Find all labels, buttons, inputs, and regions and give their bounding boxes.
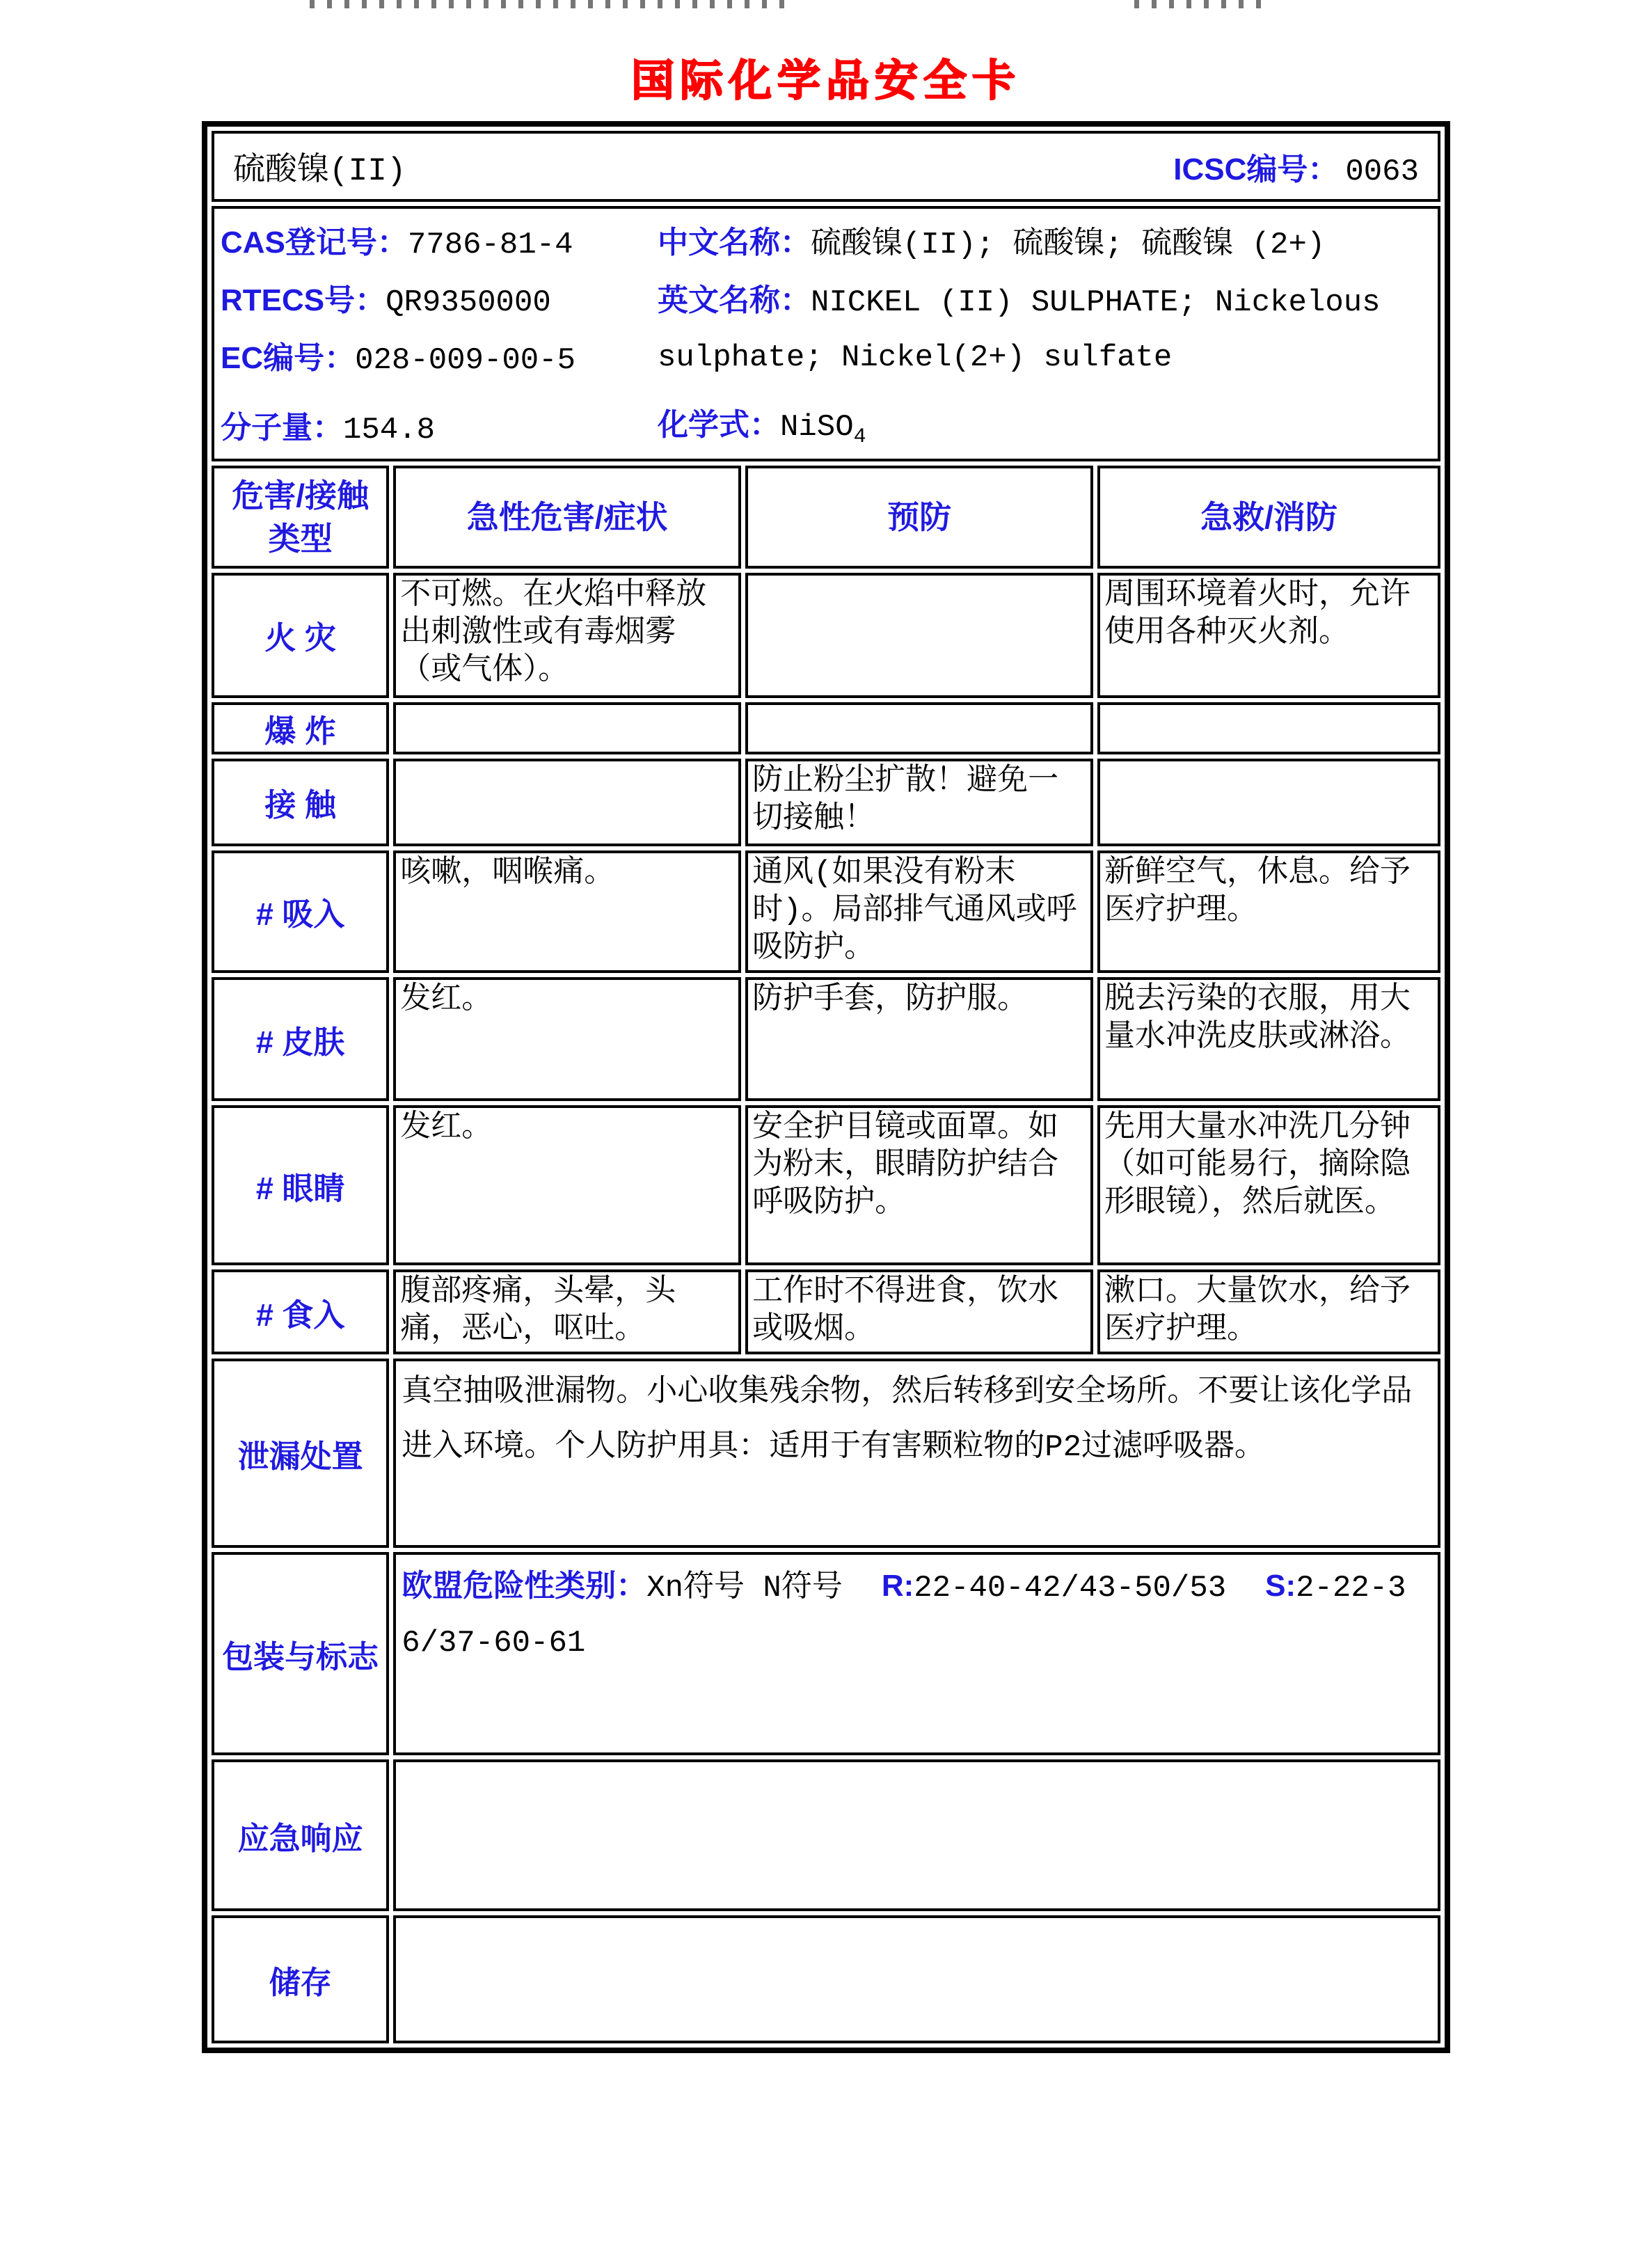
ingestion-symptoms: 腹部疼痛，头晕，头痛，恶心，呕吐。: [393, 1269, 741, 1354]
fire-symptoms: 不可燃。在火焰中释放出刺激性或有毒烟雾（或气体）。: [393, 573, 741, 698]
chemical-formula: [658, 397, 1430, 456]
contact-prevention: 防止粉尘扩散！避免一切接触！: [745, 759, 1093, 846]
ec-value: 028-009-00-5: [355, 343, 575, 379]
r-phrases-label: R:: [881, 1569, 914, 1604]
chinese-name-value: 硫酸镍(II); 硫酸镍; 硫酸镍 (2+): [811, 228, 1326, 262]
ingestion-row-label: # 食入: [212, 1269, 389, 1354]
identifiers-cell: [212, 206, 1440, 461]
name-row: [212, 131, 1440, 202]
r-phrases-value: 22-40-42/43-50/53: [914, 1571, 1227, 1606]
s-phrases-label: S:: [1265, 1569, 1296, 1604]
chinese-name-label: 中文名称：: [658, 225, 811, 260]
eyes-row-label: # 眼睛: [212, 1105, 389, 1265]
skin-prevention: 防护手套，防护服。: [745, 977, 1093, 1101]
chemical-formula-value: [780, 409, 866, 449]
section-row-spillage: [212, 1359, 1440, 1548]
packaging-content: [393, 1552, 1440, 1755]
header-hazard-type-line1: 危害/接触: [232, 477, 369, 514]
storage-label: 储存: [212, 1915, 389, 2043]
inhalation-symptoms: 咳嗽，咽喉痛。: [393, 850, 741, 973]
chemical-formula-label: 化学式：: [658, 407, 780, 442]
hazard-row-explosion: [212, 702, 1440, 754]
storage-content: [393, 1915, 1440, 2043]
explosion-prevention: [745, 702, 1093, 754]
hazard-row-skin: [212, 977, 1440, 1101]
inhalation-row-label: # 吸入: [212, 850, 389, 973]
hazard-row-fire: [212, 573, 1440, 698]
icsc-number-value: 0063: [1345, 154, 1419, 189]
fire-row-label: 火 灾: [212, 573, 389, 698]
contact-symptoms: [393, 759, 741, 846]
header-first-aid-fire: 急救/消防: [1097, 466, 1440, 569]
hazard-row-contact: [212, 759, 1440, 846]
explosion-symptoms: [393, 702, 741, 754]
cas-number: [221, 215, 658, 273]
chemical-name: 硫酸镍(II): [233, 153, 406, 189]
eyes-symptoms: 发红。: [393, 1105, 741, 1265]
contact-row-label: 接 触: [212, 759, 389, 846]
ec-label: EC编号：: [221, 341, 356, 376]
rtecs-number: [221, 273, 658, 331]
inhalation-first-aid: 新鲜空气，休息。给予医疗护理。: [1097, 850, 1440, 973]
fire-first-aid: 周围环境着火时，允许使用各种灭火剂。: [1097, 573, 1440, 698]
formula-base: NiSO: [780, 409, 854, 445]
page-title: 国际化学品安全卡: [630, 57, 1021, 105]
rtecs-label: RTECS号：: [221, 283, 386, 318]
header-hazard-type-line2: 类型: [268, 520, 333, 557]
rtecs-value: QR9350000: [386, 285, 551, 321]
chinese-name: [658, 215, 1430, 273]
molecular-weight-label: 分子量：: [221, 410, 343, 445]
name-cell: [212, 131, 1440, 202]
section-row-storage: [212, 1915, 1440, 2043]
formula-subscript: 4: [853, 425, 866, 449]
hazard-header-row: [212, 466, 1440, 569]
packaging-label: 包装与标志: [212, 1552, 389, 1755]
explosion-first-aid: [1097, 702, 1440, 754]
eu-class-value: Xn符号 N符号: [646, 1571, 843, 1606]
contact-first-aid: [1097, 759, 1440, 846]
identifiers-left-column: [221, 215, 658, 458]
cas-value: 7786-81-4: [407, 228, 573, 262]
icsc-card-table: [202, 121, 1450, 2053]
fire-prevention: [745, 573, 1093, 698]
explosion-row-label: 爆 炸: [212, 702, 389, 754]
icsc-number-label: ICSC编号：: [1173, 152, 1339, 187]
clipped-text-remnant-right: [1134, 0, 1266, 8]
section-row-emergency: [212, 1759, 1440, 1911]
english-name-value: NICKEL (II) SULPHATE; Nickelous sulphate; Nickel(2+) sulfate: [658, 285, 1381, 376]
section-row-packaging: [212, 1552, 1440, 1755]
header-prevention: 预防: [745, 466, 1093, 569]
molecular-weight: [221, 400, 658, 458]
spillage-content: 真空抽吸泄漏物。小心收集残余物，然后转移到安全场所。不要让该化学品进入环境。个人防护用具：适用于有害颗粒物的P2过滤呼吸器。: [393, 1359, 1440, 1548]
skin-symptoms: 发红。: [393, 977, 741, 1101]
ingestion-first-aid: 漱口。大量饮水，给予医疗护理。: [1097, 1269, 1440, 1354]
eu-class-label: 欧盟危险性类别：: [402, 1569, 647, 1604]
emergency-label: 应急响应: [212, 1759, 389, 1911]
cas-label: CAS登记号：: [221, 225, 408, 260]
identifiers-row: [212, 206, 1440, 461]
eyes-prevention: 安全护目镜或面罩。如为粉末，眼睛防护结合呼吸防护。: [745, 1105, 1093, 1265]
molecular-weight-value: 154.8: [343, 412, 436, 448]
icsc-number: [1173, 144, 1419, 189]
spillage-label: 泄漏处置: [212, 1359, 389, 1548]
s-phrases-value: 2-22-36/37-60-61: [402, 1571, 1406, 1661]
header-hazard-type: [212, 466, 389, 569]
skin-row-label: # 皮肤: [212, 977, 389, 1101]
header-acute-symptoms: 急性危害/症状: [393, 466, 741, 569]
skin-first-aid: 脱去污染的衣服，用大量水冲洗皮肤或淋浴。: [1097, 977, 1440, 1101]
hazard-row-inhalation: [212, 850, 1440, 973]
identifiers-right-column: [658, 215, 1430, 458]
clipped-text-remnant-left: [310, 0, 797, 8]
ec-number: [221, 331, 658, 388]
english-name-label: 英文名称：: [658, 283, 811, 318]
hazard-row-eyes: [212, 1105, 1440, 1265]
ingestion-prevention: 工作时不得进食，饮水或吸烟。: [745, 1269, 1093, 1354]
emergency-content: [393, 1759, 1440, 1911]
english-name: [658, 273, 1430, 386]
eyes-first-aid: 先用大量水冲洗几分钟（如可能易行，摘除隐形眼镜），然后就医。: [1097, 1105, 1440, 1265]
inhalation-prevention: 通风(如果没有粉末时)。局部排气通风或呼吸防护。: [745, 850, 1093, 973]
hazard-row-ingestion: [212, 1269, 1440, 1354]
